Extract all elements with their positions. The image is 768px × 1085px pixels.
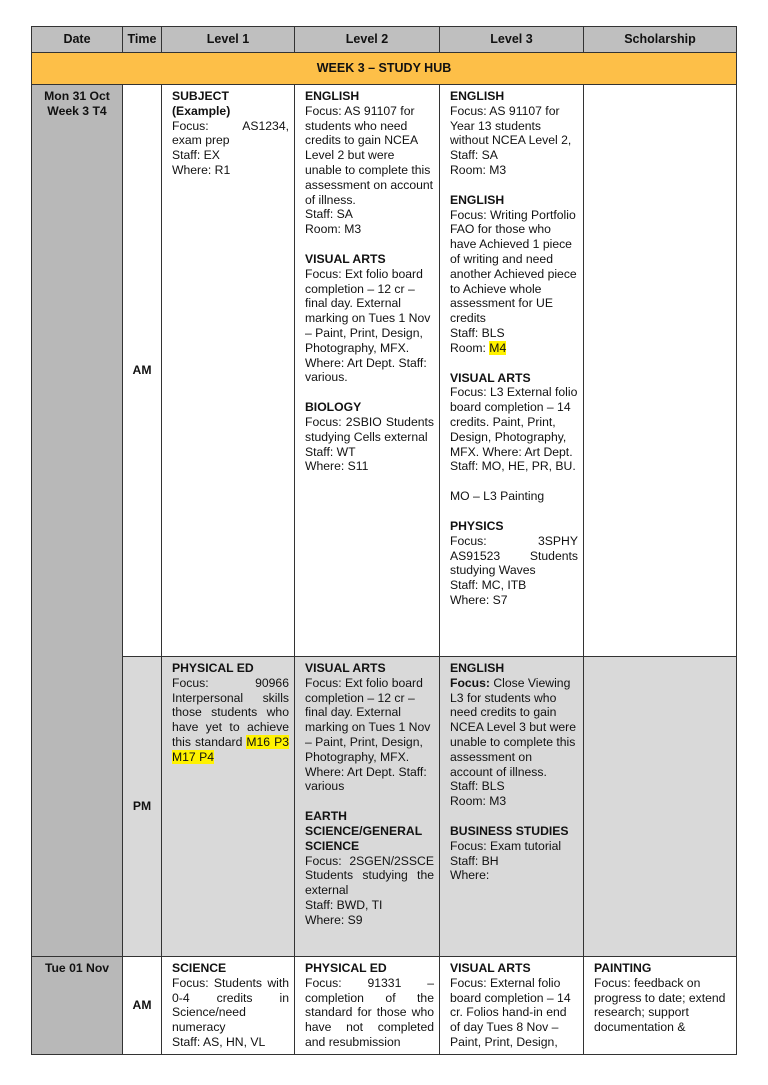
- session-subject: SCIENCE: [172, 961, 227, 975]
- time-cell-am: AM: [123, 85, 162, 657]
- date-label: Tue 01 Nov: [44, 961, 110, 975]
- col-header-level2: Level 2: [295, 27, 440, 53]
- session-subject: BIOLOGY: [305, 400, 362, 415]
- level2-cell: [295, 85, 440, 657]
- session-entry: [450, 193, 578, 356]
- date-cell-mon: [32, 85, 123, 957]
- level2-cell: [295, 657, 440, 957]
- session-staff: Staff: MC, ITB: [450, 578, 527, 593]
- date-label: Mon 31 Oct: [44, 89, 110, 103]
- session-focus: Focus: AS 91107 for students who need credits to gain NCEA Level 2 but were unable to complete this assessment on account of illness.: [305, 103, 434, 207]
- session-staff: Staff: BWD, TI: [305, 897, 383, 912]
- session-focus: Focus: AS 91107 for Year 13 students without NCEA Level 2,: [450, 103, 572, 148]
- session-subject: PAINTING: [594, 961, 652, 975]
- col-header-level3: Level 3: [440, 27, 584, 53]
- session-focus: Focus: External folio board completion – 14 cr. Folios hand-in end of day Tues 8 Nov – Paint, Print, Design,: [450, 975, 571, 1049]
- level3-cell: [440, 657, 584, 957]
- session-focus: [450, 676, 578, 780]
- session-focus: Focus: 2SGEN/2SSCE Students studying the external: [305, 853, 434, 898]
- session-where: Where: R1: [172, 162, 231, 177]
- session-focus: Focus: Ext folio board completion – 12 cr – final day. External marking on Tues 1 Nov – Paint, Print, Design, Photography, MFX. Where: Art Dept. Staff: various: [305, 675, 431, 794]
- session-where: Where: S9: [305, 912, 363, 927]
- session-entry: [172, 89, 289, 178]
- session-note: MO – L3 Painting: [450, 489, 545, 504]
- session-focus: Focus: AS1234, exam prep: [172, 118, 289, 148]
- session-subject: PHYSICS: [450, 518, 504, 533]
- scholarship-cell: [584, 85, 737, 657]
- session-focus: [172, 676, 289, 765]
- session-entry: [305, 89, 434, 237]
- session-staff: Staff: EX: [172, 148, 220, 163]
- session-focus: Focus: 91331 – completion of the standard for those who have not completed and resubmission: [305, 975, 434, 1049]
- session-entry: [450, 824, 578, 883]
- time-cell-pm: PM: [123, 657, 162, 957]
- session-entry: [305, 961, 434, 1050]
- session-entry: [172, 661, 289, 765]
- session-where: Where: S7: [450, 592, 508, 607]
- session-entry: [450, 89, 578, 178]
- col-header-date: Date: [32, 27, 123, 53]
- level3-cell: [440, 957, 584, 1055]
- session-focus: Focus: Exam tutorial: [450, 838, 562, 853]
- session-subject: PHYSICAL ED: [305, 961, 387, 975]
- session-focus: Focus: Ext folio board completion – 12 cr – final day. External marking on Tues 1 Nov – Paint, Print, Design, Photography, MFX. Where: Art Dept. Staff: various.: [305, 266, 431, 385]
- focus-text: Close Viewing L3 for students who need credits to gain NCEA Level 3 but were unable to complete this assessment on account of illness.: [450, 675, 577, 779]
- session-entry: [450, 661, 578, 809]
- session-entry: [305, 252, 434, 385]
- session-focus: Focus: Writing Portfolio FAO for those who have Achieved 1 piece of writing and need another Achieved piece to Achieve whole assessment for UE credits: [450, 207, 577, 326]
- session-subject: PHYSICAL ED: [172, 661, 254, 675]
- session-subject: BUSINESS STUDIES: [450, 823, 569, 838]
- session-staff: Staff: BH: [450, 853, 499, 868]
- session-subject: VISUAL ARTS: [305, 661, 386, 675]
- session-subject: VISUAL ARTS: [450, 961, 531, 975]
- session-where: [450, 341, 578, 356]
- session-where: Where: S11: [305, 459, 369, 474]
- session-staff: Staff: BLS: [450, 779, 505, 794]
- session-where: Room: M3: [450, 794, 507, 809]
- week-label: Week 3 T4: [47, 103, 107, 118]
- header-row: [32, 27, 737, 53]
- focus-label: Focus:: [450, 675, 490, 690]
- study-hub-timetable: [31, 26, 737, 1055]
- session-entry: [305, 809, 434, 927]
- session-subject: VISUAL ARTS: [450, 370, 531, 385]
- session-focus: Focus: L3 External folio board completion – 14 credits. Paint, Print, Design, Photography, MFX. Where: Art Dept. Staff: MO, HE, PR, BU.: [450, 385, 578, 474]
- session-subject: SUBJECT (Example): [172, 89, 231, 118]
- session-entry: [450, 371, 578, 504]
- session-entry: [594, 961, 731, 1035]
- session-focus: Focus: Students with 0-4 credits in Science/need numeracy: [172, 975, 289, 1035]
- room-highlight: M4: [489, 340, 507, 355]
- session-staff: Staff: AS, HN, VL: [172, 1034, 266, 1049]
- session-staff: Staff: BLS: [450, 325, 505, 340]
- week-banner-row: [32, 53, 737, 85]
- level3-cell: [440, 85, 584, 657]
- week-banner: WEEK 3 – STUDY HUB: [32, 53, 737, 85]
- session-subject: ENGLISH: [305, 89, 360, 103]
- session-entry: [450, 519, 578, 608]
- session-staff: Staff: WT: [305, 444, 356, 459]
- col-header-time: Time: [123, 27, 162, 53]
- session-entry: [450, 961, 578, 1050]
- session-subject: EARTH SCIENCE/GENERAL SCIENCE: [305, 809, 422, 853]
- session-subject: ENGLISH: [450, 89, 505, 103]
- level1-cell: [162, 85, 295, 657]
- session-focus: Focus: 3SPHY AS91523 Students studying Waves: [450, 533, 578, 578]
- session-entry: [305, 400, 434, 474]
- table-row-mon-pm: [32, 657, 737, 957]
- scholarship-cell: [584, 957, 737, 1055]
- session-focus: Focus: feedback on progress to date; extend research; support documentation &: [594, 975, 726, 1035]
- session-subject: ENGLISH: [450, 661, 505, 675]
- time-cell-am: AM: [123, 957, 162, 1055]
- session-staff: Staff: SA: [450, 148, 498, 163]
- session-subject: ENGLISH: [450, 192, 505, 207]
- focus-text: Focus: 90966 Interpersonal skills those students who have yet to achieve this standard: [172, 675, 289, 749]
- session-where: Room: M3: [450, 162, 507, 177]
- room-label: Room:: [450, 340, 490, 355]
- level1-cell: [162, 657, 295, 957]
- focus-highlight: M16 P3 M17 P4: [172, 734, 289, 764]
- session-where: Room: M3: [305, 222, 362, 237]
- date-cell-tue: [32, 957, 123, 1055]
- session-entry: [305, 661, 434, 794]
- session-entry: [172, 961, 289, 1050]
- session-focus: Focus: 2SBIO Students studying Cells external: [305, 414, 434, 444]
- table-row-tue-am: [32, 957, 737, 1055]
- table-row-mon-am: [32, 85, 737, 657]
- session-staff: Staff: SA: [305, 207, 353, 222]
- col-header-scholarship: Scholarship: [584, 27, 737, 53]
- col-header-level1: Level 1: [162, 27, 295, 53]
- level1-cell: [162, 957, 295, 1055]
- session-where: Where:: [450, 868, 490, 883]
- level2-cell: [295, 957, 440, 1055]
- session-subject: VISUAL ARTS: [305, 251, 386, 266]
- scholarship-cell: [584, 657, 737, 957]
